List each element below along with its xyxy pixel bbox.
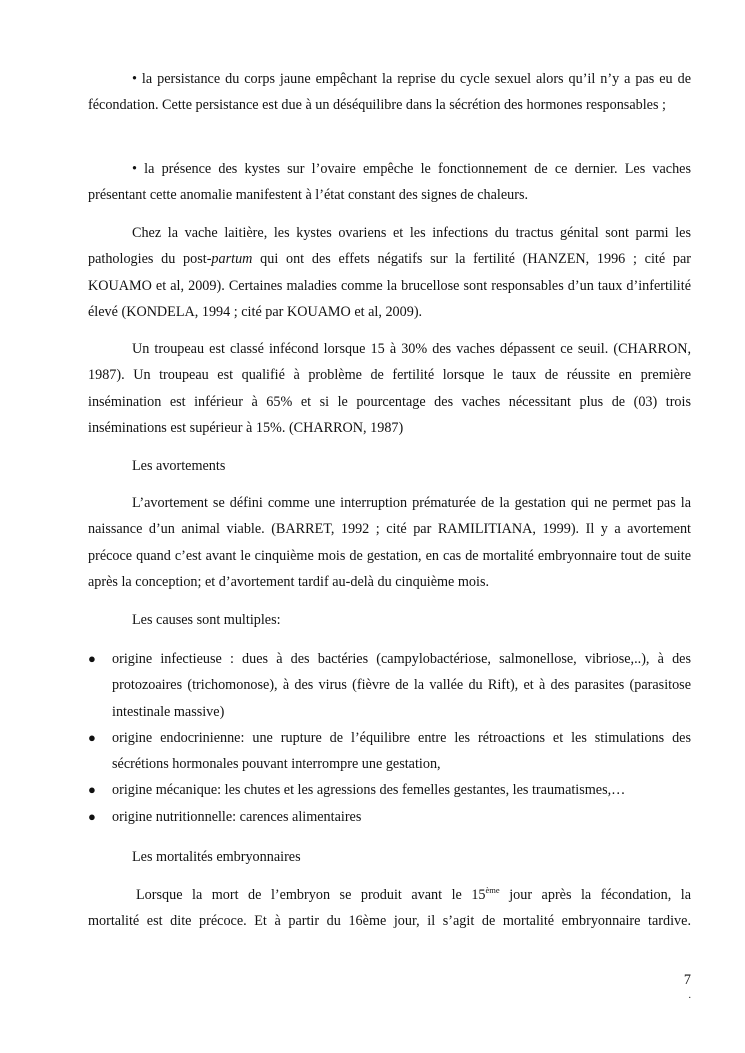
list-item (88, 804, 691, 830)
heading-avortements: Les avortements (132, 458, 226, 474)
italic-partum: partum (211, 251, 253, 268)
text-segment: Chez la vache laitière, les kystes ovariens et les infections du tractus génital sont parmi les pathologies du post- (88, 225, 691, 268)
paragraph-kystes: • la présence des kystes sur l’ovaire empêche le fonctionnement de ce dernier. Les vaches présentant cette anomalie manifestent à l’état constant des signes de chaleurs. (88, 161, 691, 204)
text-line (88, 882, 691, 908)
bullet-icon: ● (88, 808, 96, 824)
cause-text: origine endocrinienne: une rupture de l’équilibre entre les rétroactions et les stimulations des sécrétions hormonales pouvant interrompre une gestation, (112, 729, 691, 773)
text-segment: Lorsque la mort de l’embryon se produit avant le 15 (136, 887, 486, 903)
bullet-icon: ● (88, 782, 96, 798)
cause-text: origine infectieuse : dues à des bactéries (campylobactériose, salmonellose, vibriose,..), à des protozoaires (trichomonose), à des virus (fièvre de la vallée du Rift), et à des parasites (parasitose intestinale massive) (112, 651, 691, 720)
superscript-eme: ème (485, 885, 500, 895)
list-item (88, 777, 691, 803)
cause-text: origine mécanique: les chutes et les agressions des femelles gestantes, les traumatismes,… (112, 782, 626, 799)
page-number-dot: . (688, 990, 691, 1001)
page-number-block (684, 970, 691, 1002)
text-segment: qui ont des effets négatifs sur la fertilité (HANZEN, 1996 ; cité par KOUAMO et al, 2009). Certaines maladies comme la brucellose sont responsables d’un taux d’infertilité élevé (KONDELA, 1994 ; cité par KOUAMO et al, 2009). (88, 251, 691, 320)
heading-mortalites-embryonnaires: Les mortalités embryonnaires (132, 849, 301, 865)
paragraph-vache-laitiere (88, 220, 691, 325)
paragraph-avortement-definition: L’avortement se défini comme une interruption prématurée de la gestation qui ne permet pas la naissance d’un animal viable. (BARRET, 1992 ; cité par RAMILITIANA, 1999). Il y a avortement précoce quand c’est avant le cinquième mois de gestation, en cas de mortalité embryonnaire tout de suite après la conception; et d’avortement tardif au-delà du cinquième mois. (88, 495, 691, 590)
list-item (88, 646, 691, 725)
causes-list (88, 646, 691, 830)
bullet-icon: ● (88, 651, 96, 666)
list-item (88, 725, 691, 778)
paragraph-causes-intro: Les causes sont multiples: (132, 612, 281, 628)
text-segment: jour après la fécondation, la (499, 887, 691, 903)
bullet-icon: ● (88, 729, 96, 745)
text-line: mortalité est dite précoce. Et à partir du 16ème jour, il s’agit de mortalité embryonnaire tardive. (88, 913, 691, 930)
paragraph-corps-jaune: • la persistance du corps jaune empêchant la reprise du cycle sexuel alors qu’il n’y a pas eu de fécondation. Cette persistance est due à un déséquilibre dans la sécrétion des hormones responsables ; (88, 71, 691, 114)
cause-text: origine nutritionnelle: carences alimentaires (112, 808, 362, 825)
paragraph-troupeau-infecond: Un troupeau est classé infécond lorsque 15 à 30% des vaches dépassent ce seuil. (CHARRON, 1987). Un troupeau est qualifié à problème de fertilité lorsque le taux de réussite en première insémination est inférieur à 65% et si le pourcentage des vaches nécessitant plus de (03) trois inséminations est supérieur à 15%. (CHARRON, 1987) (88, 341, 691, 436)
page-number: 7 (683, 972, 691, 988)
paragraph-mortalite-embryon (88, 882, 691, 935)
